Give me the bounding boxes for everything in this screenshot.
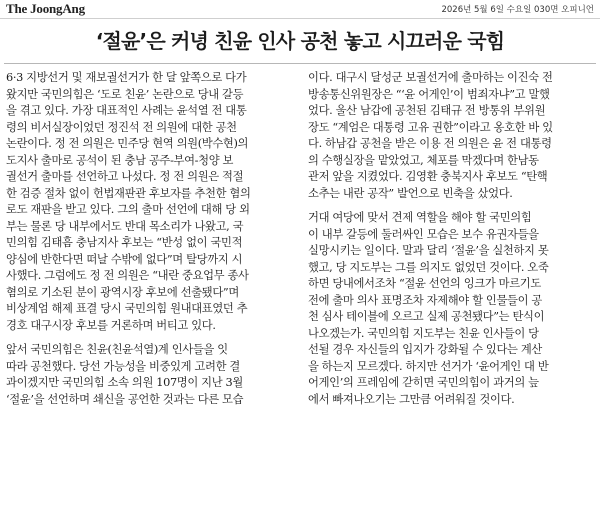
- dateline: 2026년 5월 6일 수요일 030면 오피니언: [441, 5, 594, 15]
- text-line: 하면 당내에서조차 “절윤 선언의 잉크가 마르기도: [308, 277, 541, 290]
- text-line: 부는 물론 당 내부에서도 반대 목소리가 나왔고, 국: [6, 219, 244, 233]
- text-line: 거대 여당에 맞서 견제 역할을 해야 할 국민의힘: [308, 211, 532, 224]
- text-line: 왔지만 국민의힘은 ‘도로 친윤’ 논란으로 당내 갈등: [6, 87, 244, 101]
- paragraph: [6, 342, 292, 408]
- text-line: 사했다. 그럼에도 정 전 의원은 “내란 중요업무 종사: [6, 269, 249, 282]
- text-line: 경호 대구시장 후보를 거론하며 버티고 있다.: [6, 318, 216, 332]
- paragraph: [308, 210, 594, 408]
- text-line: 과이겠지만 국민의힘 소속 의원 107명이 지난 3월: [6, 376, 243, 389]
- text-line: 6·3 지방선거 및 재보궐선거가 한 달 앞쪽으로 다가: [6, 71, 247, 84]
- text-line: 령의 비서실장이었던 정진석 전 의원에 대한 공천: [6, 120, 237, 134]
- text-line: 소추는 내란 공작” 발언으로 빈축을 샀었다.: [308, 186, 513, 200]
- text-line: 다. 하남갑 공천을 받은 이용 전 의원은 윤 전 대통령: [308, 137, 552, 150]
- text-line: 었다. 울산 남갑에 공천된 김태규 전 방통위 부위원: [308, 104, 546, 117]
- text-line: 앞서 국민의힘은 친윤(친윤석열)계 인사들을 잇: [6, 343, 228, 356]
- text-line: 비상계엄 해제 표결 당시 국민의힘 원내대표였던 추: [6, 302, 248, 315]
- text-line: 방송통신위원장은 “‘윤 어게인’이 범죄자냐”고 말했: [308, 87, 550, 101]
- text-line: 도지사 출마로 공석이 된 충남 공주-부여-청양 보: [6, 153, 234, 167]
- editorial-headline: ‘절윤’은 커녕 친윤 인사 공천 놓고 시끄러운 국힘: [95, 29, 505, 53]
- headline-divider: [4, 63, 596, 64]
- text-line: 에서 빠져나오기는 그만큼 어려워질 것이다.: [308, 392, 515, 406]
- text-line: 했고, 당 지도부는 그를 의지도 없었던 것이다. 오죽: [308, 260, 549, 274]
- text-line: 민의힘 김태흠 충남지사 후보는 “반성 없이 국민적: [6, 236, 243, 249]
- text-line: 따라 공천했다. 당선 가능성을 비중있게 고려한 결: [6, 359, 240, 373]
- text-line: 전에 출마 의사 표명조차 자제해야 할 인물들이 공: [308, 293, 542, 307]
- text-line: 을 겪고 있다. 가장 대표적인 사례는 윤석열 전 대통: [6, 104, 247, 117]
- text-line: 이다. 대구시 달성군 보궐선거에 출마하는 이진숙 전: [308, 71, 553, 84]
- paragraph-gap: [308, 202, 594, 210]
- text-line: 나오겠는가. 국민의힘 지도부는 친윤 인사들이 당: [308, 326, 539, 340]
- text-line: 선될 경우 자신들의 입지가 강화될 수 있다는 계산: [308, 343, 542, 356]
- paragraph: [6, 70, 292, 334]
- text-line: 양심에 반한다면 떠날 수밖에 없다”며 탈당까지 시: [6, 252, 243, 266]
- text-line: 실망시키는 일이다. 말과 달리 ‘절윤’을 실천하지 못: [308, 244, 549, 257]
- left-column: [6, 70, 292, 408]
- paragraph-gap: [6, 334, 292, 342]
- text-line: 로도 재판을 받고 있다. 그의 출마 선언에 대해 당 외: [6, 203, 250, 216]
- text-line: 어게인’의 프레임에 갇히면 국민의힘이 과거의 늪: [308, 376, 539, 389]
- right-column: [308, 70, 594, 408]
- text-line: 이 내부 갈등에 둘러싸인 모습은 보수 유권자들을: [308, 227, 539, 241]
- text-line: 을 하는지 모르겠다. 하지만 선거가 ‘윤어게인 대 반: [308, 359, 549, 373]
- text-line: 한 검증 절차 없이 헌법재판관 후보자를 추천한 혐의: [6, 186, 251, 200]
- masthead: [0, 0, 600, 19]
- text-line: 의 수행실장을 맡았었고, 체포를 막겠다며 한남동: [308, 153, 539, 167]
- text-line: 장도 “계엄은 대통령 고유 권한”이라고 옹호한 바 있: [308, 120, 553, 134]
- text-line: 혐의로 기소된 분이 광역시장 후보에 선출됐다”며: [6, 285, 239, 299]
- text-line: ‘절윤’을 선언하며 쇄신을 공언한 것과는 다른 모습: [6, 392, 244, 406]
- text-line: 궐선거 출마를 선언하고 나섰다. 정 전 의원은 적절: [6, 170, 244, 183]
- text-line: 천 심사 테이블에 오르고 실제 공천됐다”는 탄식이: [308, 310, 545, 323]
- text-line: 관저 앞을 지켰었다. 김영환 충북지사 후보도 “탄핵: [308, 170, 548, 183]
- paragraph: [308, 70, 594, 202]
- text-line: 논란이다. 정 전 의원은 민주당 현역 의원(박수현)의: [6, 137, 249, 150]
- newspaper-logo: The JoongAng: [6, 1, 85, 16]
